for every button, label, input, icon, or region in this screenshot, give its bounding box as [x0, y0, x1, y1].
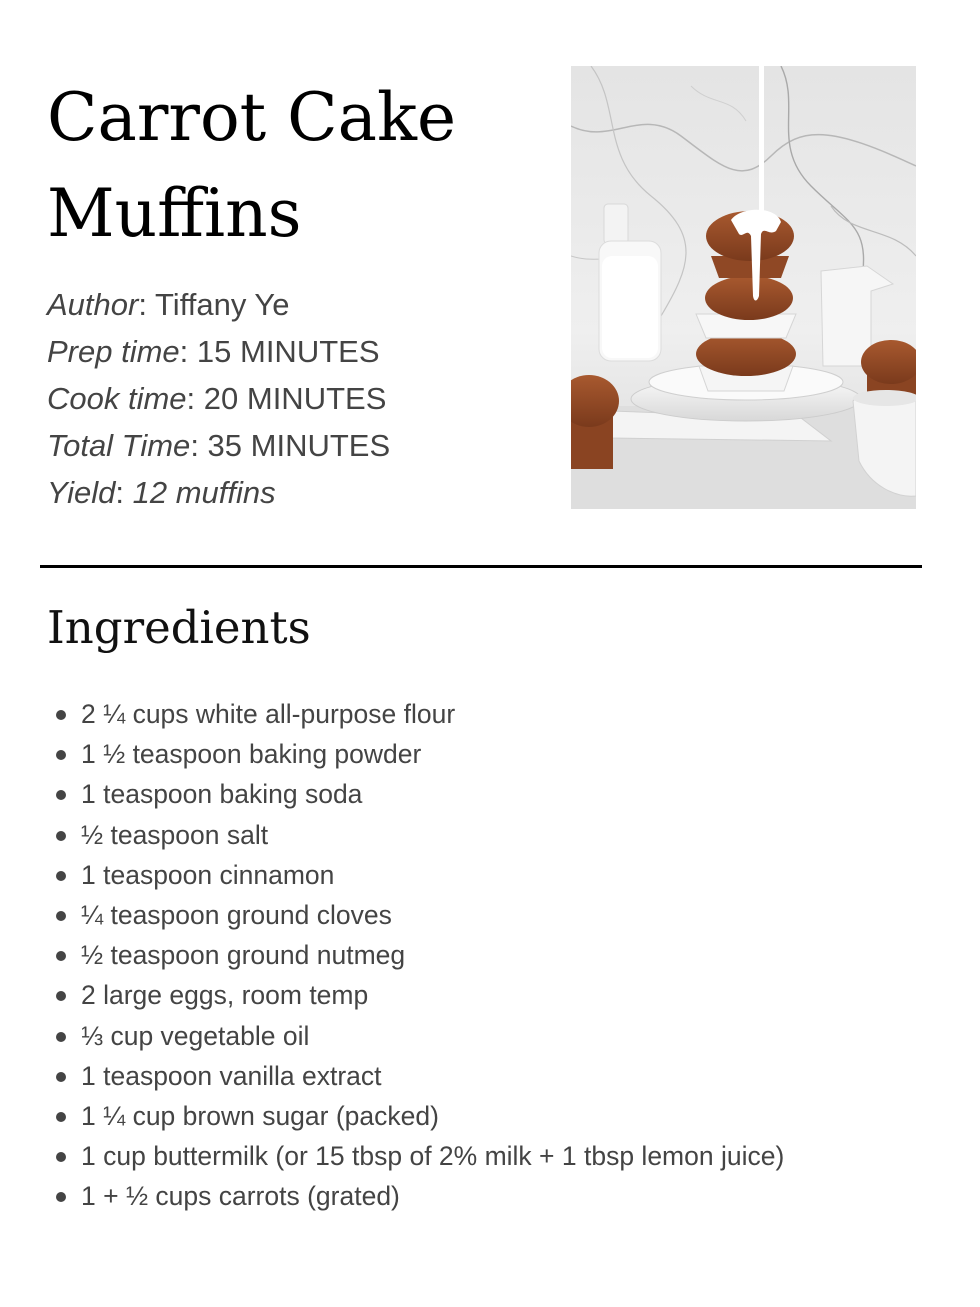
ingredient-text: 2 ¼ cups white all-purpose flour — [81, 699, 456, 729]
muffin-stack-image — [571, 66, 916, 509]
ingredient-text: 1 teaspoon vanilla extract — [81, 1060, 382, 1091]
bullet-icon — [56, 1072, 66, 1082]
bullet-icon — [56, 951, 66, 961]
ingredient-text: 1 ½ teaspoon baking powder — [81, 739, 422, 770]
list-item — [47, 1136, 927, 1176]
bullet-icon — [56, 871, 66, 881]
bullet-icon — [56, 831, 66, 841]
list-item — [47, 774, 927, 814]
ingredient-text: 1 teaspoon cinnamon — [81, 859, 335, 890]
list-item — [47, 975, 927, 1015]
recipe-title-line-2: Muffins — [47, 175, 302, 252]
bullet-icon — [56, 750, 66, 760]
list-item — [47, 734, 927, 774]
bullet-icon — [56, 1032, 66, 1042]
ingredient-text: 1 + ½ cups carrots (grated) — [81, 1181, 400, 1212]
meta-total-time: Total Time: 35 MINUTES — [47, 428, 391, 463]
list-item — [47, 1016, 927, 1056]
list-item — [47, 1056, 927, 1096]
recipe-photo — [571, 66, 916, 509]
bullet-icon — [56, 1152, 66, 1162]
meta-prep-time: Prep time: 15 MINUTES — [47, 334, 380, 369]
ingredient-text: 1 cup buttermilk (or 15 tbsp of 2% milk + 1 tbsp lemon juice) — [81, 1141, 785, 1172]
bullet-icon — [56, 710, 66, 720]
ingredient-text: ⅓ cup vegetable oil — [81, 1020, 310, 1051]
ingredients-heading: Ingredients — [47, 601, 311, 654]
bullet-icon — [56, 1192, 66, 1202]
meta-value: 35 MINUTES — [207, 428, 391, 463]
meta-author: Author: Tiffany Ye — [47, 287, 290, 322]
list-item — [47, 855, 927, 895]
meta-value: 20 MINUTES — [203, 381, 387, 416]
list-item — [47, 1096, 927, 1136]
bullet-icon — [56, 1112, 66, 1122]
meta-label: Prep time — [47, 334, 180, 369]
recipe-title-line-1: Carrot Cake — [47, 79, 457, 156]
meta-cook-time: Cook time: 20 MINUTES — [47, 381, 387, 416]
meta-label: Total Time — [47, 428, 191, 463]
meta-value: 12 muffins — [132, 475, 276, 510]
list-item — [47, 1176, 927, 1216]
meta-label: Yield — [47, 475, 116, 510]
ingredient-text: 1 teaspoon baking soda — [81, 779, 363, 810]
ingredients-list — [47, 694, 927, 1217]
ingredient-text: 2 large eggs, room temp — [81, 980, 369, 1011]
bullet-icon — [56, 991, 66, 1001]
ingredient-text: 1 ¼ cup brown sugar (packed) — [81, 1101, 439, 1132]
list-item — [47, 935, 927, 975]
list-item — [47, 895, 927, 935]
ingredient-text: ¼ teaspoon ground cloves — [81, 900, 392, 931]
meta-label: Author — [47, 287, 139, 322]
section-divider — [40, 565, 922, 568]
meta-value: Tiffany Ye — [155, 287, 290, 322]
meta-label: Cook time — [47, 381, 187, 416]
ingredient-text: ½ teaspoon salt — [81, 819, 269, 850]
list-item — [47, 815, 927, 855]
recipe-meta — [47, 281, 547, 516]
ingredient-text: ½ teaspoon ground nutmeg — [81, 940, 406, 971]
bullet-icon — [56, 911, 66, 921]
bullet-icon — [56, 790, 66, 800]
meta-value: 15 MINUTES — [196, 334, 380, 369]
meta-yield: Yield: 12 muffins — [47, 475, 276, 510]
list-item — [47, 694, 927, 734]
recipe-title — [47, 70, 547, 262]
